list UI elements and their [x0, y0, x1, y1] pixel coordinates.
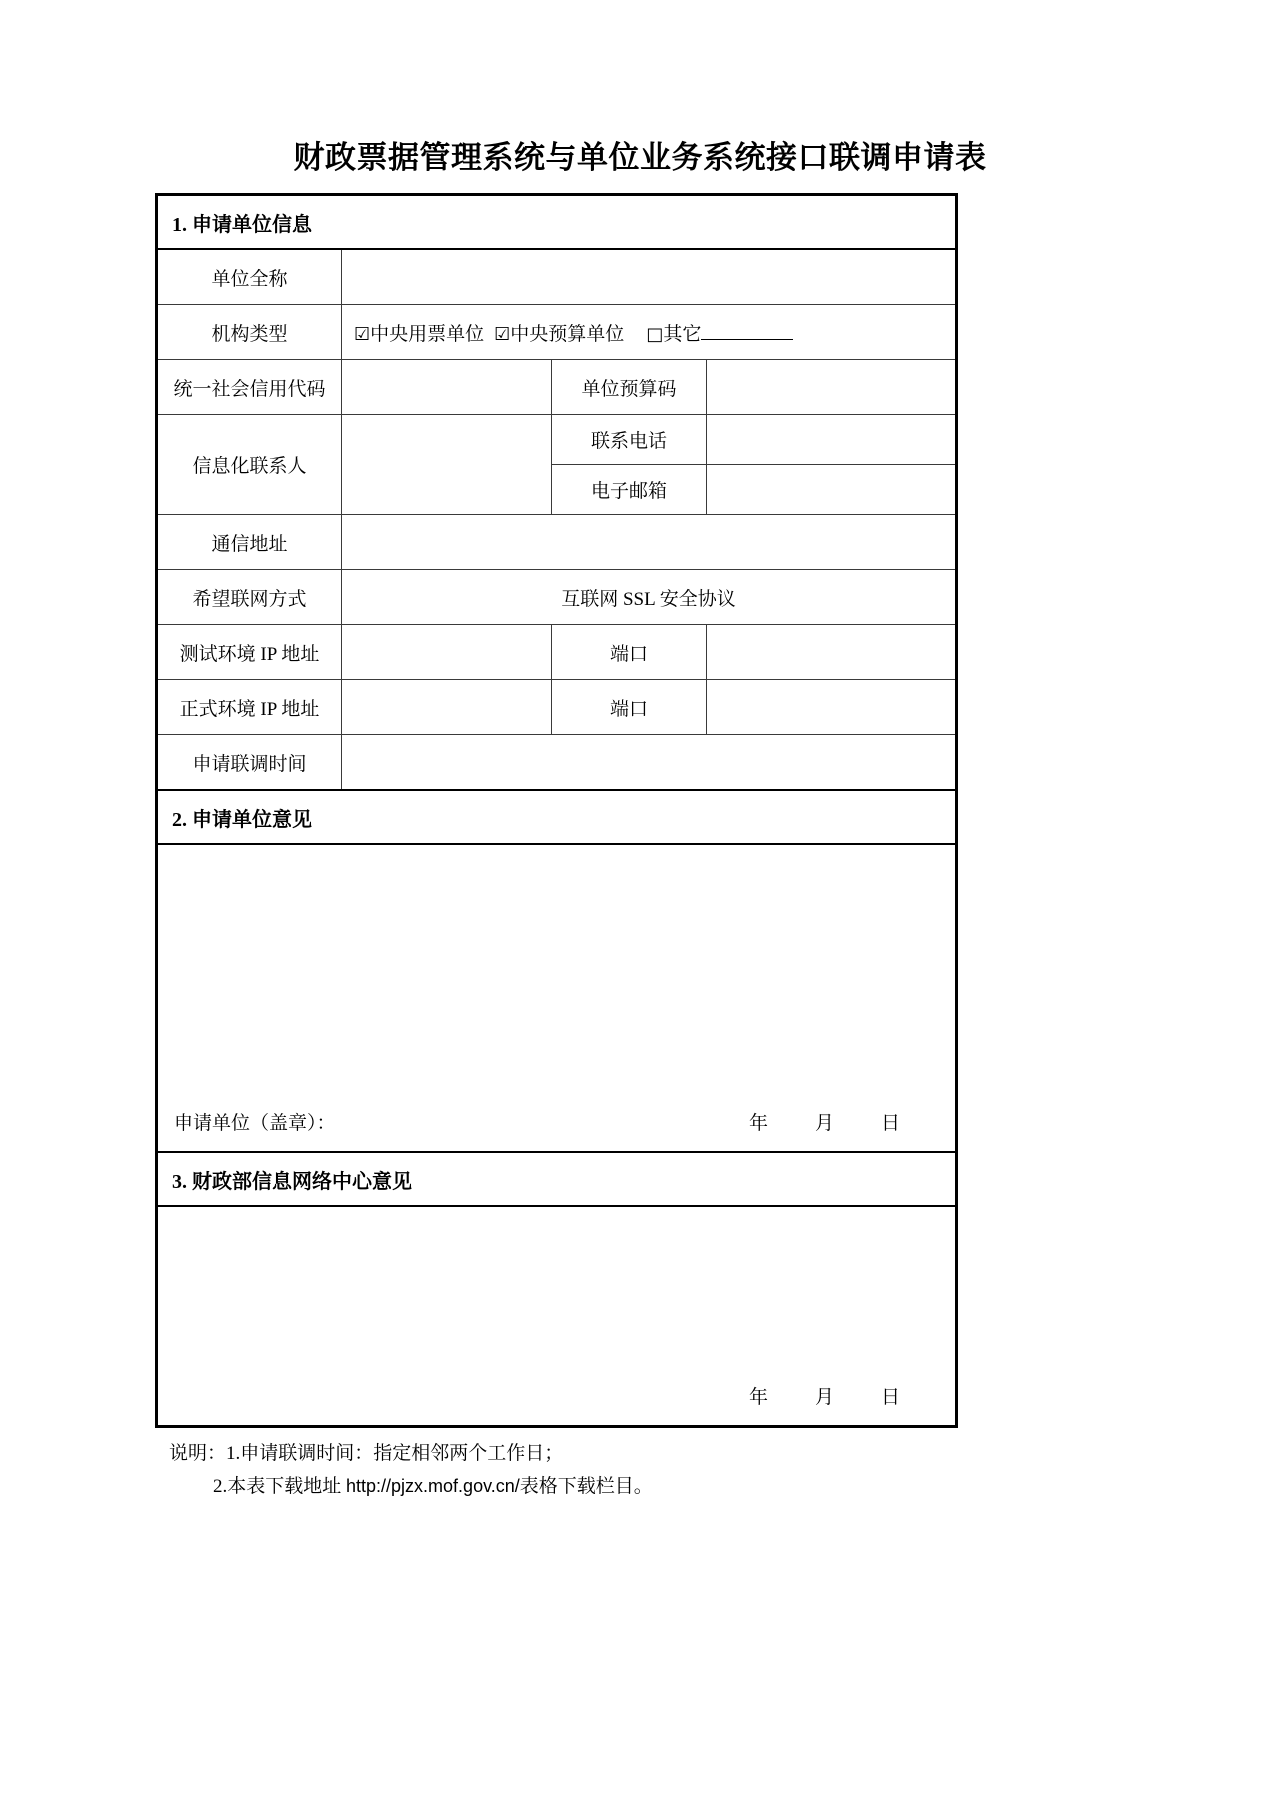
prod-port-input[interactable] [707, 680, 957, 735]
checkbox-label-other: 其它 [663, 323, 702, 345]
prod-ip-label: 正式环境 IP 地址 [157, 680, 342, 735]
table-row [157, 570, 957, 625]
address-input[interactable] [342, 515, 957, 570]
table-row [157, 1206, 957, 1365]
applicant-date-day: 日 [881, 1112, 901, 1134]
other-type-input[interactable] [701, 322, 793, 340]
section-2-header-row [157, 790, 957, 844]
org-type-label: 机构类型 [157, 305, 342, 360]
applicant-seal-label: 申请单位（盖章）： [174, 1112, 336, 1134]
phone-label: 联系电话 [552, 415, 707, 465]
note-line-2-prefix: 2.本表下载地址 [213, 1476, 347, 1498]
email-label: 电子邮箱 [552, 465, 707, 515]
table-row [157, 360, 957, 415]
ministry-date-group[interactable] [749, 1382, 909, 1409]
table-row [157, 625, 957, 680]
network-method-label: 希望联网方式 [157, 570, 342, 625]
note-line-1: 说明：1.申请联调时间：指定相邻两个工作日； [169, 1443, 564, 1464]
table-row [157, 305, 957, 360]
table-row [157, 735, 957, 791]
table-row [157, 1091, 957, 1152]
ministry-date-month: 月 [815, 1386, 835, 1408]
apply-time-input[interactable] [342, 735, 957, 791]
section-1-number: 1. [172, 213, 187, 236]
budget-code-label: 单位预算码 [552, 360, 707, 415]
org-type-options [342, 305, 957, 360]
budget-code-input[interactable] [707, 360, 957, 415]
applicant-date-month: 月 [815, 1112, 835, 1134]
ministry-date-year: 年 [749, 1386, 769, 1408]
org-name-input[interactable] [342, 249, 957, 305]
applicant-signature-row [157, 1091, 957, 1152]
ministry-signature-row [157, 1365, 957, 1427]
network-method-value: 互联网 SSL 安全协议 [342, 570, 957, 625]
download-url-link[interactable]: http://pjzx.mof.gov.cn/ [346, 1476, 520, 1497]
test-port-label: 端口 [552, 625, 707, 680]
checkbox-other[interactable]: □ [646, 323, 664, 345]
applicant-opinion-textarea[interactable] [157, 844, 957, 1091]
address-label: 通信地址 [157, 515, 342, 570]
checkbox-label-central-budget-unit: 中央预算单位 [510, 323, 625, 345]
ministry-date-day: 日 [881, 1386, 901, 1408]
phone-input[interactable] [707, 415, 957, 465]
section-1-heading: 申请单位信息 [192, 213, 312, 236]
section-3-header [157, 1152, 957, 1206]
checkbox-central-invoice-unit[interactable]: ☑ [354, 323, 371, 345]
credit-code-label: 统一社会信用代码 [157, 360, 342, 415]
footer-notes [155, 1428, 955, 1504]
credit-code-input[interactable] [342, 360, 552, 415]
note-line-2 [155, 1470, 955, 1503]
section-1-header-row [157, 195, 957, 250]
page-title: 财政票据管理系统与单位业务系统接口联调申请表 [293, 140, 987, 175]
section-1-header [157, 195, 957, 250]
table-row [157, 844, 957, 1091]
apply-time-label: 申请联调时间 [157, 735, 342, 791]
applicant-date-group[interactable] [749, 1108, 909, 1135]
table-row [157, 680, 957, 735]
section-2-number: 2. [172, 808, 187, 831]
prod-ip-input[interactable] [342, 680, 552, 735]
application-form-table [155, 193, 958, 1428]
contact-person-label: 信息化联系人 [157, 415, 342, 515]
table-row [157, 415, 957, 465]
section-3-number: 3. [172, 1170, 187, 1193]
table-row [157, 249, 957, 305]
note-line-2-suffix: 表格下载栏目。 [519, 1476, 653, 1498]
email-input[interactable] [707, 465, 957, 515]
section-3-header-row [157, 1152, 957, 1206]
ministry-opinion-textarea[interactable] [157, 1206, 957, 1365]
table-row [157, 1365, 957, 1427]
prod-port-label: 端口 [552, 680, 707, 735]
test-port-input[interactable] [707, 625, 957, 680]
section-2-header [157, 790, 957, 844]
contact-person-input[interactable] [342, 415, 552, 515]
section-2-heading: 申请单位意见 [192, 808, 312, 831]
checkbox-central-budget-unit[interactable]: ☑ [494, 323, 511, 345]
form-container [155, 193, 955, 1428]
test-ip-label: 测试环境 IP 地址 [157, 625, 342, 680]
table-row [157, 515, 957, 570]
org-name-label: 单位全称 [157, 249, 342, 305]
section-3-heading: 财政部信息网络中心意见 [192, 1170, 412, 1193]
checkbox-label-central-invoice-unit: 中央用票单位 [370, 323, 485, 345]
applicant-date-year: 年 [749, 1112, 769, 1134]
test-ip-input[interactable] [342, 625, 552, 680]
